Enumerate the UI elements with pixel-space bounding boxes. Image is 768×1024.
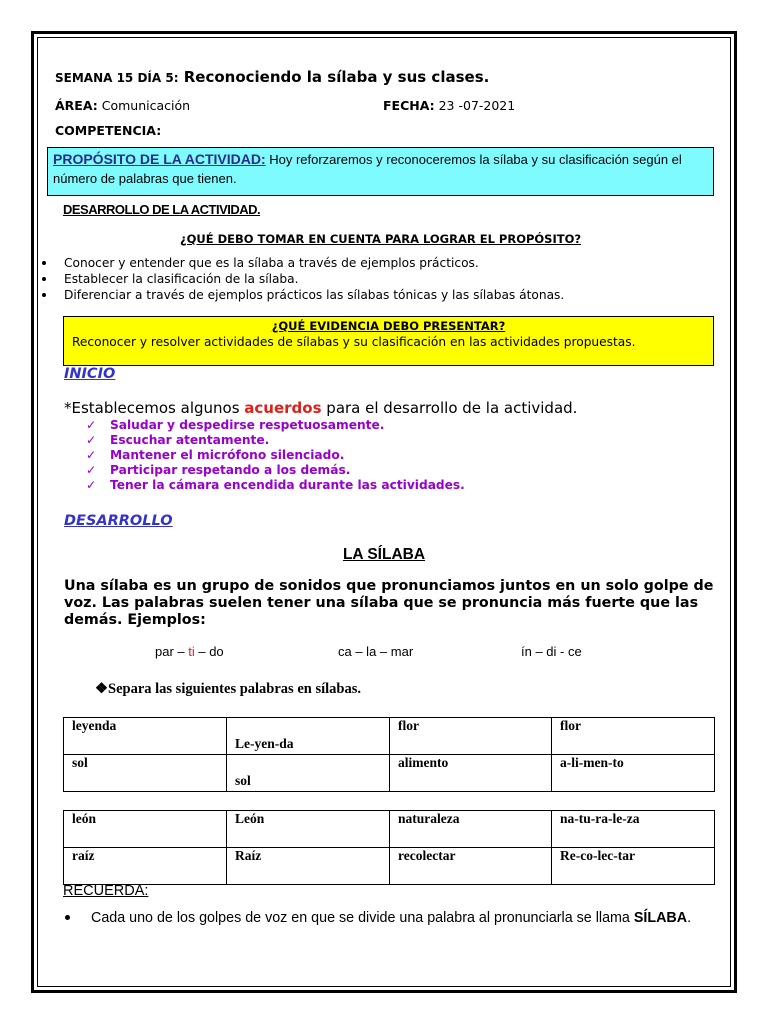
table-cell: Re-co-lec-tar <box>552 848 715 885</box>
week-label: SEMANA 15 DÍA 5: <box>55 71 179 85</box>
list-item: ✓ Saludar y despedirse respetuosamente. <box>86 418 385 432</box>
table-row <box>64 718 715 755</box>
check-icon: ✓ <box>86 478 97 492</box>
purpose-label: PROPÓSITO DE LA ACTIVIDAD: <box>53 151 266 167</box>
diamond-bullet-icon: ❖ <box>95 681 108 697</box>
table-cell: sol <box>64 755 227 792</box>
evidence-heading: ¿QUÉ EVIDENCIA DEBO PRESENTAR? <box>271 319 506 333</box>
list-item: ✓ Tener la cámara encendida durante las actividades. <box>86 478 465 492</box>
area-label: ÁREA: <box>55 98 98 113</box>
inicio-link[interactable]: INICIO <box>64 366 116 382</box>
section-title: LA SÍLABA <box>342 546 426 563</box>
intro-highlight: acuerdos <box>244 399 322 417</box>
table-cell: León <box>227 811 390 848</box>
list-item: ✓ Mantener el micrófono silenciado. <box>86 448 345 462</box>
check-icon: ✓ <box>86 433 97 447</box>
table-cell: flor <box>552 718 715 755</box>
development-heading: DESARROLLO DE LA ACTIVIDAD. <box>63 202 261 217</box>
example-1: par – ti – do <box>155 644 224 659</box>
table-cell: recolectar <box>390 848 552 885</box>
syllable-table-2 <box>63 810 715 885</box>
table-cell: naturaleza <box>390 811 552 848</box>
recuerda-item: Cada uno de los golpes de voz en que se divide una palabra al pronunciarla se llama SÍLABA. <box>63 909 713 927</box>
table-cell: Le-yen-da <box>227 718 390 755</box>
competencia-label: COMPETENCIA: <box>55 123 162 138</box>
definition-text: Una sílaba es un grupo de sonidos que pronunciamos juntos en un solo golpe de voz. Las palabras suelen tener una sílaba que se pronuncia más fuerte que las demás. Ejemplos: <box>64 578 714 628</box>
agreements-intro <box>64 399 577 417</box>
area-line <box>55 98 190 113</box>
recuerda-heading: RECUERDA: <box>63 883 149 899</box>
list-item: Establecer la clasificación de la sílaba. <box>42 271 564 287</box>
list-item: ✓ Escuchar atentamente. <box>86 433 270 447</box>
table-cell: flor <box>390 718 552 755</box>
agreements-list <box>86 418 465 493</box>
table-cell: a-li-men-to <box>552 755 715 792</box>
table-cell: Raíz <box>227 848 390 885</box>
date-label: FECHA: <box>383 98 435 113</box>
table-cell: na-tu-ra-le-za <box>552 811 715 848</box>
check-icon: ✓ <box>86 448 97 462</box>
intro-after: para el desarrollo de la actividad. <box>321 399 578 417</box>
table-row <box>64 811 715 848</box>
evidence-box <box>63 316 714 366</box>
page-title <box>55 68 489 86</box>
syllable-table-1 <box>63 717 715 792</box>
table-cell: sol <box>227 755 390 792</box>
title-text: Reconociendo la sílaba y sus clases. <box>178 68 490 86</box>
competencia-line <box>55 123 161 138</box>
table-cell: leyenda <box>64 718 227 755</box>
check-icon: ✓ <box>86 463 97 477</box>
table-cell: alimento <box>390 755 552 792</box>
intro-before: *Establecemos algunos <box>64 399 245 417</box>
evidence-text: Reconocer y resolver actividades de sílabas y su clasificación en las actividades propuestas. <box>72 335 636 349</box>
desarrollo-link[interactable]: DESARROLLO <box>64 513 173 529</box>
purpose-text: Hoy reforzaremos y reconoceremos la sílaba y su clasificación según el número de palabras que tienen. <box>53 152 682 186</box>
table-cell: raíz <box>64 848 227 885</box>
stressed-syllable: ti <box>188 644 195 659</box>
goals-list <box>42 255 564 303</box>
question-heading: ¿QUÉ DEBO TOMAR EN CUENTA PARA LOGRAR EL PROPÓSITO? <box>179 232 582 246</box>
example-3: ín – di - ce <box>521 644 582 659</box>
area-value: Comunicación <box>97 98 191 113</box>
table-row <box>64 848 715 885</box>
date-value: 23 -07-2021 <box>434 98 516 113</box>
table-cell: león <box>64 811 227 848</box>
date-line <box>383 98 515 113</box>
exercise-instruction: ❖Separa las siguientes palabras en sílabas. <box>95 681 361 697</box>
check-icon: ✓ <box>86 418 97 432</box>
list-item: ✓ Participar respetando a los demás. <box>86 463 351 477</box>
example-2: ca – la – mar <box>338 644 414 659</box>
bullet-icon <box>65 915 70 920</box>
purpose-box <box>47 147 714 196</box>
table-row <box>64 755 715 792</box>
list-item: Conocer y entender que es la sílaba a través de ejemplos prácticos. <box>42 255 564 271</box>
list-item: Diferenciar a través de ejemplos prácticos las sílabas tónicas y las sílabas átonas. <box>42 287 564 303</box>
